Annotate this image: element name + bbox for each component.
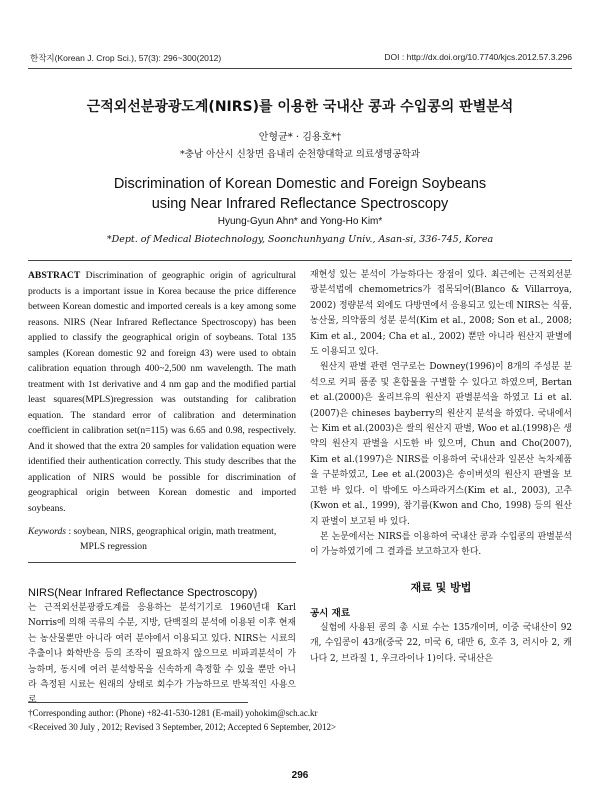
abstract (28, 268, 296, 516)
corresponding-author: †Corresponding author: (Phone) +82-41-530-1281 (E-mail) yohokim@sch.ac.kr (28, 708, 318, 718)
doi[interactable]: DOI : http://dx.doi.org/10.7740/kjcs.2012.57.3.296 (384, 52, 572, 62)
footnote (28, 706, 572, 734)
intro-left-text (28, 601, 296, 709)
subsection-heading-materials: 공시 재료 (310, 607, 351, 619)
authors-english: Hyung-Gyun Ahn* and Yong-Ho Kim* (217, 216, 383, 227)
section-heading-nirs: NIRS(Near Infrared Reflectance Spectroscopy) (28, 587, 258, 599)
section-heading-methods: 재료 및 방법 (410, 580, 472, 594)
title-english-line1: Discrimination of Korean Domestic and Foreign Soybeans (113, 176, 487, 192)
journal-citation: 한작지(Korean J. Crop Sci.), 57(3): 296~300(2012) (30, 53, 222, 63)
left-column (28, 268, 296, 709)
intro-paragraph-origin: 원산지 판별 관련 연구로는 Downey(1996)이 8개의 주성분 분석으로 커피 품종 및 혼합물을 구별할 수 있다고 하였으며, Bertan et al.(2000)은 올리브유의 원산지 판별분석을 하였고 Li et al.(2007)은 chineses bayberry의 원산지 분석을 하였다. 국내에서는 Kim et al.(2003)은 쌀의 원산지 판별, Woo et al.(1998)은 생약의 원산지 판별을 시도한 바 있으며, Chun and Cho(2007), Kim et al.(1997)은 NIRS를 이용하여 국내산과 일본산 녹차제품을 구분하였고, Lee et al.(2003)은 송이버섯의 원산지 판별을 보고한 바 있다. 이 밖에도 아스파라거스(Kim et al., 2003), 고추(Kwon et al., 1999), 참기름(Kwon and Cho, 1998) 등의 원산지 판별이 보고된 바 있다. (310, 362, 572, 527)
title-english-line2: using Near Infrared Reflectance Spectroscopy (151, 196, 449, 212)
keywords-label: Keywords (28, 526, 67, 537)
title-korean: 근적외선분광광도계(NIRS)를 이용한 국내산 콩과 수입콩의 판별분석 (86, 99, 514, 115)
footnote-rule (28, 702, 248, 703)
affiliation-english: *Dept. of Medical Biotechnology, Soonchunhyang Univ., Asan-si, 336-745, Korea (106, 234, 494, 245)
keywords-rule (28, 562, 296, 563)
intro-paragraph-aim: 본 논문에서는 NIRS를 이용하여 국내산 콩과 수입콩의 판별분석이 가능하였기에 그 결과를 보고하고자 한다. (310, 531, 572, 558)
affiliation-korean: *충남 아산시 신창면 읍내리 순천향대학교 의료생명공학과 (179, 149, 421, 160)
abstract-label: ABSTRACT (28, 270, 81, 281)
title-english (0, 174, 600, 214)
keywords-line2: MPLS regression (80, 541, 147, 552)
abstract-rule (28, 260, 572, 261)
intro-paragraph-continued: 재현성 있는 분석이 가능하다는 장점이 있다. 최근에는 근적외선분광분석법에 chemometrics가 접목되어(Blanco & Villarroya, 2002) 정량분석 외에도 다방면에서 응용되고 있는데 NIRS는 식품, 농산물, 의약품의 성분 분석(Kim et al., 2008; Son et al., 2008; Kim et al., 2004; Cha et al., 2002) 뿐만 아니라 원산지 판별에도 이용되고 있다. (310, 270, 572, 358)
keywords-line1: : soybean, NIRS, geographical origin, math treatment, (68, 526, 277, 537)
header-rule (28, 68, 572, 69)
materials-text (310, 621, 572, 667)
materials-paragraph: 실험에 사용된 콩의 총 시료 수는 135개이며, 이중 국내산이 92개, 수입콩이 43개(중국 22, 미국 6, 대만 6, 호주 3, 러시아 2, 캐나다 2, 브라질 1, 우크라이나 1)이다. 국내산은 (310, 622, 572, 664)
running-header (28, 52, 572, 68)
intro-right-text (310, 268, 572, 561)
received-dates: <Received 30 July , 2012; Revised 3 September, 2012; Accepted 6 September, 2012> (28, 722, 337, 732)
authors-korean: 안형균* · 김용호*† (258, 132, 342, 143)
right-column (310, 268, 572, 667)
keywords (28, 524, 296, 554)
intro-paragraph: 는 근적외선분광광도계를 응용하는 분석기기로 1960년대 Karl Norris에 의해 곡류의 수분, 지방, 단백질의 분석에 이용된 이후 현재는 농산물뿐만 아니라 여러 분야에서 이용되고 있다. NIRS는 시료의 추출이나 화학반응 등의 조작이 필요하지 않으므로 비파괴분석이 가능하며, 동시에 여러 분석항목을 신속하게 측정할 수 있을 뿐만 아니라 측정된 시료는 원래의 상태로 회수가 가능하므로 반복적인 사용으로 (28, 603, 296, 706)
page-number: 296 (291, 770, 309, 781)
abstract-text: Discrimination of geographic origin of agricultural products is a important issue in Korea because the price difference between Korean domestic and imported cereals is a key among some reasons. NIRS (Near Infrared Reflectance Spectroscopy) has been applied to classify the geographical origin of soybeans. Total 135 samples (Korean domestic 92 and foreign 43) were used to obtain calibration equation through 400~2,500 nm wavelength. The math treatment with 1st derivative and 4 nm gap and the modified partial least squares(MPLS)regression was outstanding for calibration equation. The standard error of calibration and determination coefficient in calibration set(n=115) was 6.65 and 0.98, respectively. And it showed that the extra 20 samples for validation equation were identified their authentication correctly. This study describes that the application of NIRS would be possible for discrimination of geographical origin between Korean domestic and imported soybeans. (28, 270, 297, 514)
